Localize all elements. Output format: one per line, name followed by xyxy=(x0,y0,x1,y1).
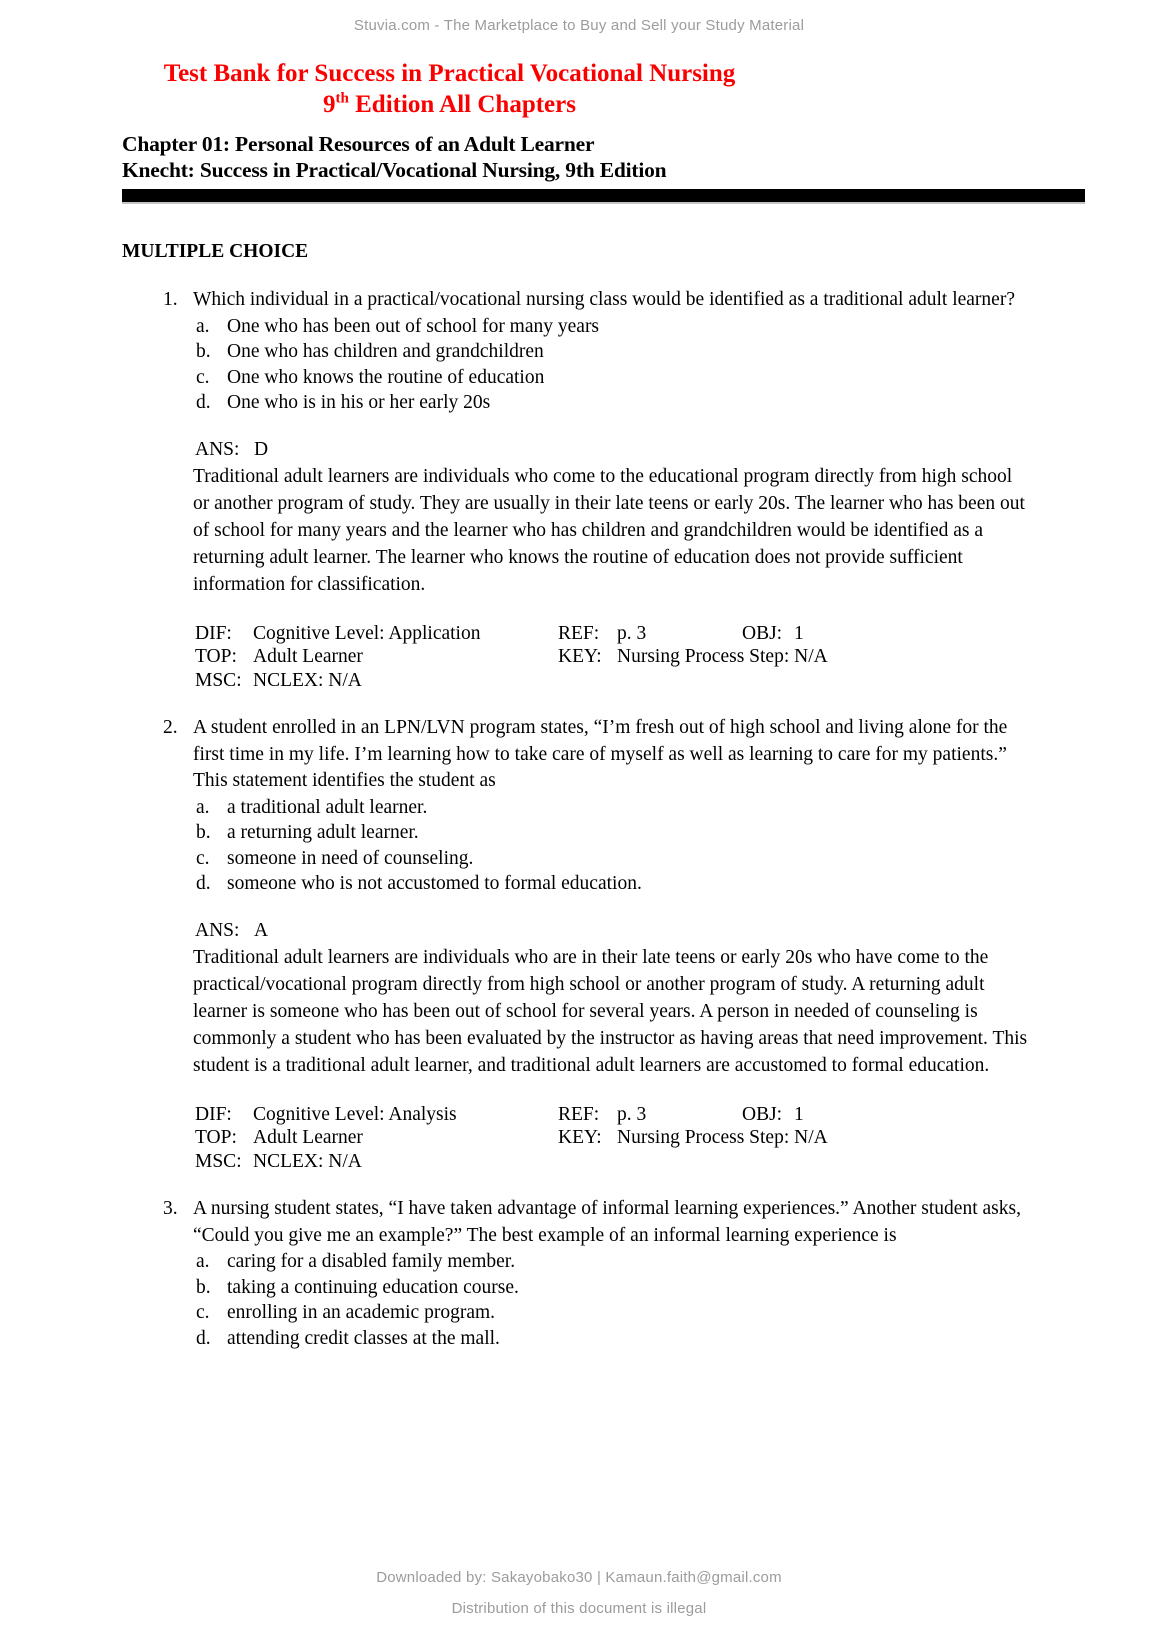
answer-label: ANS: xyxy=(195,919,240,941)
dif-label: DIF: xyxy=(195,622,232,644)
question-stem: Which individual in a practical/vocational nursing class would be identified as a traditional adult learner? xyxy=(193,289,1015,310)
option-text: One who is in his or her early 20s xyxy=(227,392,491,413)
option-letter: d. xyxy=(196,1327,211,1349)
dif-label: DIF: xyxy=(195,1103,232,1125)
question-number: 2. xyxy=(163,717,178,738)
ref-label: REF: xyxy=(558,1103,600,1125)
question-3-stem-row xyxy=(122,1196,1032,1249)
question-number: 1. xyxy=(163,289,178,310)
question-metadata xyxy=(195,622,1032,693)
downloaded-by-text: Downloaded by: Sakayobako30 | Kamaun.faith@gmail.com xyxy=(376,1569,782,1586)
option-letter: c. xyxy=(196,366,210,388)
multiple-choice-heading: MULTIPLE CHOICE xyxy=(122,241,309,262)
stuvia-watermark-footer xyxy=(0,1569,1158,1617)
title-edition-superscript: th xyxy=(335,90,349,107)
obj-value: 1 xyxy=(794,1103,804,1125)
stuvia-watermark-header: Stuvia.com - The Marketplace to Buy and Sell your Study Material xyxy=(353,17,805,34)
option-letter: a. xyxy=(196,796,210,818)
option-c xyxy=(122,1300,1032,1326)
meta-row-msc xyxy=(195,669,1032,693)
question-2 xyxy=(122,715,1032,1173)
option-text: caring for a disabled family member. xyxy=(227,1251,516,1272)
distribution-warning-text: Distribution of this document is illegal xyxy=(451,1600,707,1617)
option-d xyxy=(122,1326,1032,1352)
meta-row-top xyxy=(195,1126,1032,1150)
section-divider-bar xyxy=(122,189,1085,204)
obj-label: OBJ: xyxy=(742,622,783,644)
ref-value: p. 3 xyxy=(617,622,647,644)
question-number: 3. xyxy=(163,1198,178,1219)
option-letter: c. xyxy=(196,847,210,869)
ref-label: REF: xyxy=(558,622,600,644)
option-letter: d. xyxy=(196,392,211,413)
meta-row-msc xyxy=(195,1150,1032,1174)
answer-row xyxy=(195,436,1032,463)
key-value: Nursing Process Step: N/A xyxy=(617,646,828,667)
option-letter: c. xyxy=(196,1302,210,1323)
msc-value: NCLEX: N/A xyxy=(253,1150,362,1172)
option-a xyxy=(122,1249,1032,1275)
question-stem: A nursing student states, “I have taken advantage of informal learning experiences.” Another student asks, “Could you give me an example?” The best example of an informal learning experience is xyxy=(193,1198,1021,1246)
option-c xyxy=(122,365,1032,391)
option-d xyxy=(122,390,1032,416)
question-1-stem-row xyxy=(122,287,1032,314)
top-label: TOP: xyxy=(195,646,237,667)
rationale-text: Traditional adult learners are individuals who come to the educational program directly from high school or another program of study. They are usually in their late teens or early 20s. The learner who has been out of school for many years and the learner who has children and grandchildren would be identified as a returning adult learner. The learner who knows the routine of education does not provide sufficient information for classification. xyxy=(193,465,1025,595)
answer-value: A xyxy=(254,919,269,941)
chapter-title: Chapter 01: Personal Resources of an Adult Learner xyxy=(122,132,595,156)
option-b xyxy=(122,339,1032,365)
document-title xyxy=(122,58,777,120)
question-3 xyxy=(122,1196,1032,1351)
key-label: KEY: xyxy=(558,646,602,667)
rationale-text: Traditional adult learners are individuals who are in their late teens or early 20s who have come to the practical/vocational program directly from high school or another program of study. A returning adult learner is someone who has been out of school for several years. A person in needed of counseling is commonly a student who has been evaluated by the instructor as having areas that need improvement. This student is a traditional adult learner, and traditional adult learners are accustomed to formal education. xyxy=(193,946,1028,1076)
chapter-heading xyxy=(122,131,1032,183)
question-stem: A student enrolled in an LPN/LVN program states, “I’m fresh out of high school and living alone for the first time in my life. I’m learning how to take care of myself as well as learning to care for my patients.” This statement identifies the student as xyxy=(193,717,1008,791)
obj-value: 1 xyxy=(794,622,804,644)
option-text: attending credit classes at the mall. xyxy=(227,1327,500,1349)
answer-row xyxy=(195,917,1032,944)
option-text: One who has been out of school for many years xyxy=(227,315,600,337)
obj-label: OBJ: xyxy=(742,1103,783,1125)
option-letter: a. xyxy=(196,315,210,337)
option-a xyxy=(122,314,1032,340)
option-letter: a. xyxy=(196,1251,210,1272)
top-value: Adult Learner xyxy=(253,646,363,667)
title-line-1: Test Bank for Success in Practical Vocational Nursing xyxy=(163,60,736,87)
meta-row-dif xyxy=(195,1103,1032,1127)
question-2-stem-row xyxy=(122,715,1032,795)
option-text: someone who is not accustomed to formal education. xyxy=(227,873,642,894)
key-label: KEY: xyxy=(558,1127,602,1148)
page-content xyxy=(122,58,1032,1351)
msc-label: MSC: xyxy=(195,1150,242,1172)
book-title: Knecht: Success in Practical/Vocational Nursing, 9th Edition xyxy=(122,158,667,182)
option-b xyxy=(122,820,1032,846)
title-edition-rest: Edition All Chapters xyxy=(348,91,576,118)
key-value: Nursing Process Step: N/A xyxy=(617,1127,828,1148)
option-letter: d. xyxy=(196,873,211,894)
option-text: taking a continuing education course. xyxy=(227,1276,519,1298)
meta-row-dif xyxy=(195,622,1032,646)
question-1 xyxy=(122,287,1032,692)
msc-value: NCLEX: N/A xyxy=(253,669,362,691)
option-text: One who knows the routine of education xyxy=(227,366,545,388)
option-letter: b. xyxy=(196,1276,211,1298)
question-metadata xyxy=(195,1103,1032,1174)
option-d xyxy=(122,871,1032,897)
top-value: Adult Learner xyxy=(253,1127,363,1148)
option-text: a traditional adult learner. xyxy=(227,796,428,818)
option-letter: b. xyxy=(196,822,211,843)
option-a xyxy=(122,795,1032,821)
ref-value: p. 3 xyxy=(617,1103,647,1125)
answer-value: D xyxy=(254,438,269,460)
answer-label: ANS: xyxy=(195,438,240,460)
meta-row-top xyxy=(195,645,1032,669)
title-edition-number: 9 xyxy=(323,91,336,118)
option-b xyxy=(122,1275,1032,1301)
title-line-2 xyxy=(122,89,777,120)
option-text: One who has children and grandchildren xyxy=(227,341,544,362)
dif-value: Cognitive Level: Analysis xyxy=(253,1103,457,1125)
option-c xyxy=(122,846,1032,872)
top-label: TOP: xyxy=(195,1127,237,1148)
option-text: a returning adult learner. xyxy=(227,822,419,843)
option-letter: b. xyxy=(196,341,211,362)
option-text: enrolling in an academic program. xyxy=(227,1302,496,1323)
option-text: someone in need of counseling. xyxy=(227,847,474,869)
dif-value: Cognitive Level: Application xyxy=(253,622,481,644)
msc-label: MSC: xyxy=(195,669,242,691)
